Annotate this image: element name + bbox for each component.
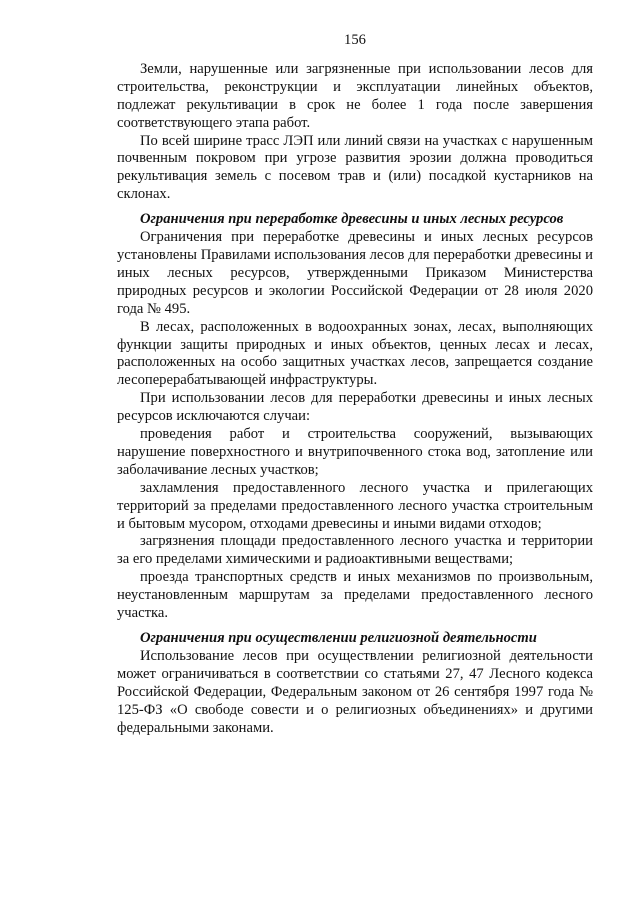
paragraph: Ограничения при переработке древесины и иных лесных ресурсов установлены Правилами использования лесов для переработки древесины и иных лесных ресурсов, утвержденными Приказом Министерства природных ресурсов и экологии Российской Федерации от 28 июля 2020 года № 495. [117, 229, 593, 317]
list-item: проведения работ и строительства сооружений, вызывающих нарушение поверхностного и внутрипочвенного стока вод, затопление или заболачивание лесных участков; [117, 426, 593, 478]
section-land-reclamation [117, 61, 593, 204]
list-item: захламления предоставленного лесного участка и прилегающих территорий за пределами предоставленного лесного участка строительным и бытовым мусором, отходами древесины и иными видами отходов; [117, 479, 593, 532]
section-heading: Ограничения при осуществлении религиозной деятельности [140, 630, 537, 646]
section-heading: Ограничения при переработке древесины и иных лесных ресурсов [140, 211, 564, 228]
paragraph: Использование лесов при осуществлении религиозной деятельности может ограничиваться в соответствии со статьями 27, 47 Лесного кодекса Российской Федерации, Федеральным законом от 26 сентября 1997 года № 125-ФЗ «О свободе совести и о религиозных объединениях» и другими федеральными законами. [117, 647, 593, 736]
paragraph: При использовании лесов для переработки древесины и иных лесных ресурсов исключаются случаи: [117, 390, 593, 425]
paragraph: По всей ширине трасс ЛЭП или линий связи на участках с нарушенным почвенным покровом при угрозе развития эрозии должна проводиться рекультивация земель с посевом трав и (или) посадкой кустарников на склонах. [117, 132, 593, 203]
paragraph: Земли, нарушенные или загрязненные при использовании лесов для строительства, реконструкции и эксплуатации линейных объектов, подлежат рекультивации в срок не более 1 года после завершения соответствующего этапа работ. [117, 60, 593, 131]
section-wood-processing [117, 211, 593, 623]
section-religious-activity [117, 630, 593, 737]
spacer [117, 623, 593, 628]
list-item: загрязнения площади предоставленного лесного участка и территории за его пределами химическими и радиоактивными веществами; [117, 533, 593, 568]
spacer [117, 204, 593, 209]
document-page [117, 32, 593, 737]
page-number: 156 [344, 32, 366, 48]
paragraph: В лесах, расположенных в водоохранных зонах, лесах, выполняющих функции защиты природных и иных объектов, ценных лесах и лесах, расположенных на особо защитных участках лесов, запрещается создание лесоперерабатывающей инфраструктуры. [117, 318, 593, 389]
list-item: проезда транспортных средств и иных механизмов по произвольным, неустановленным маршрутам за пределами предоставленного лесного участка. [117, 569, 593, 622]
